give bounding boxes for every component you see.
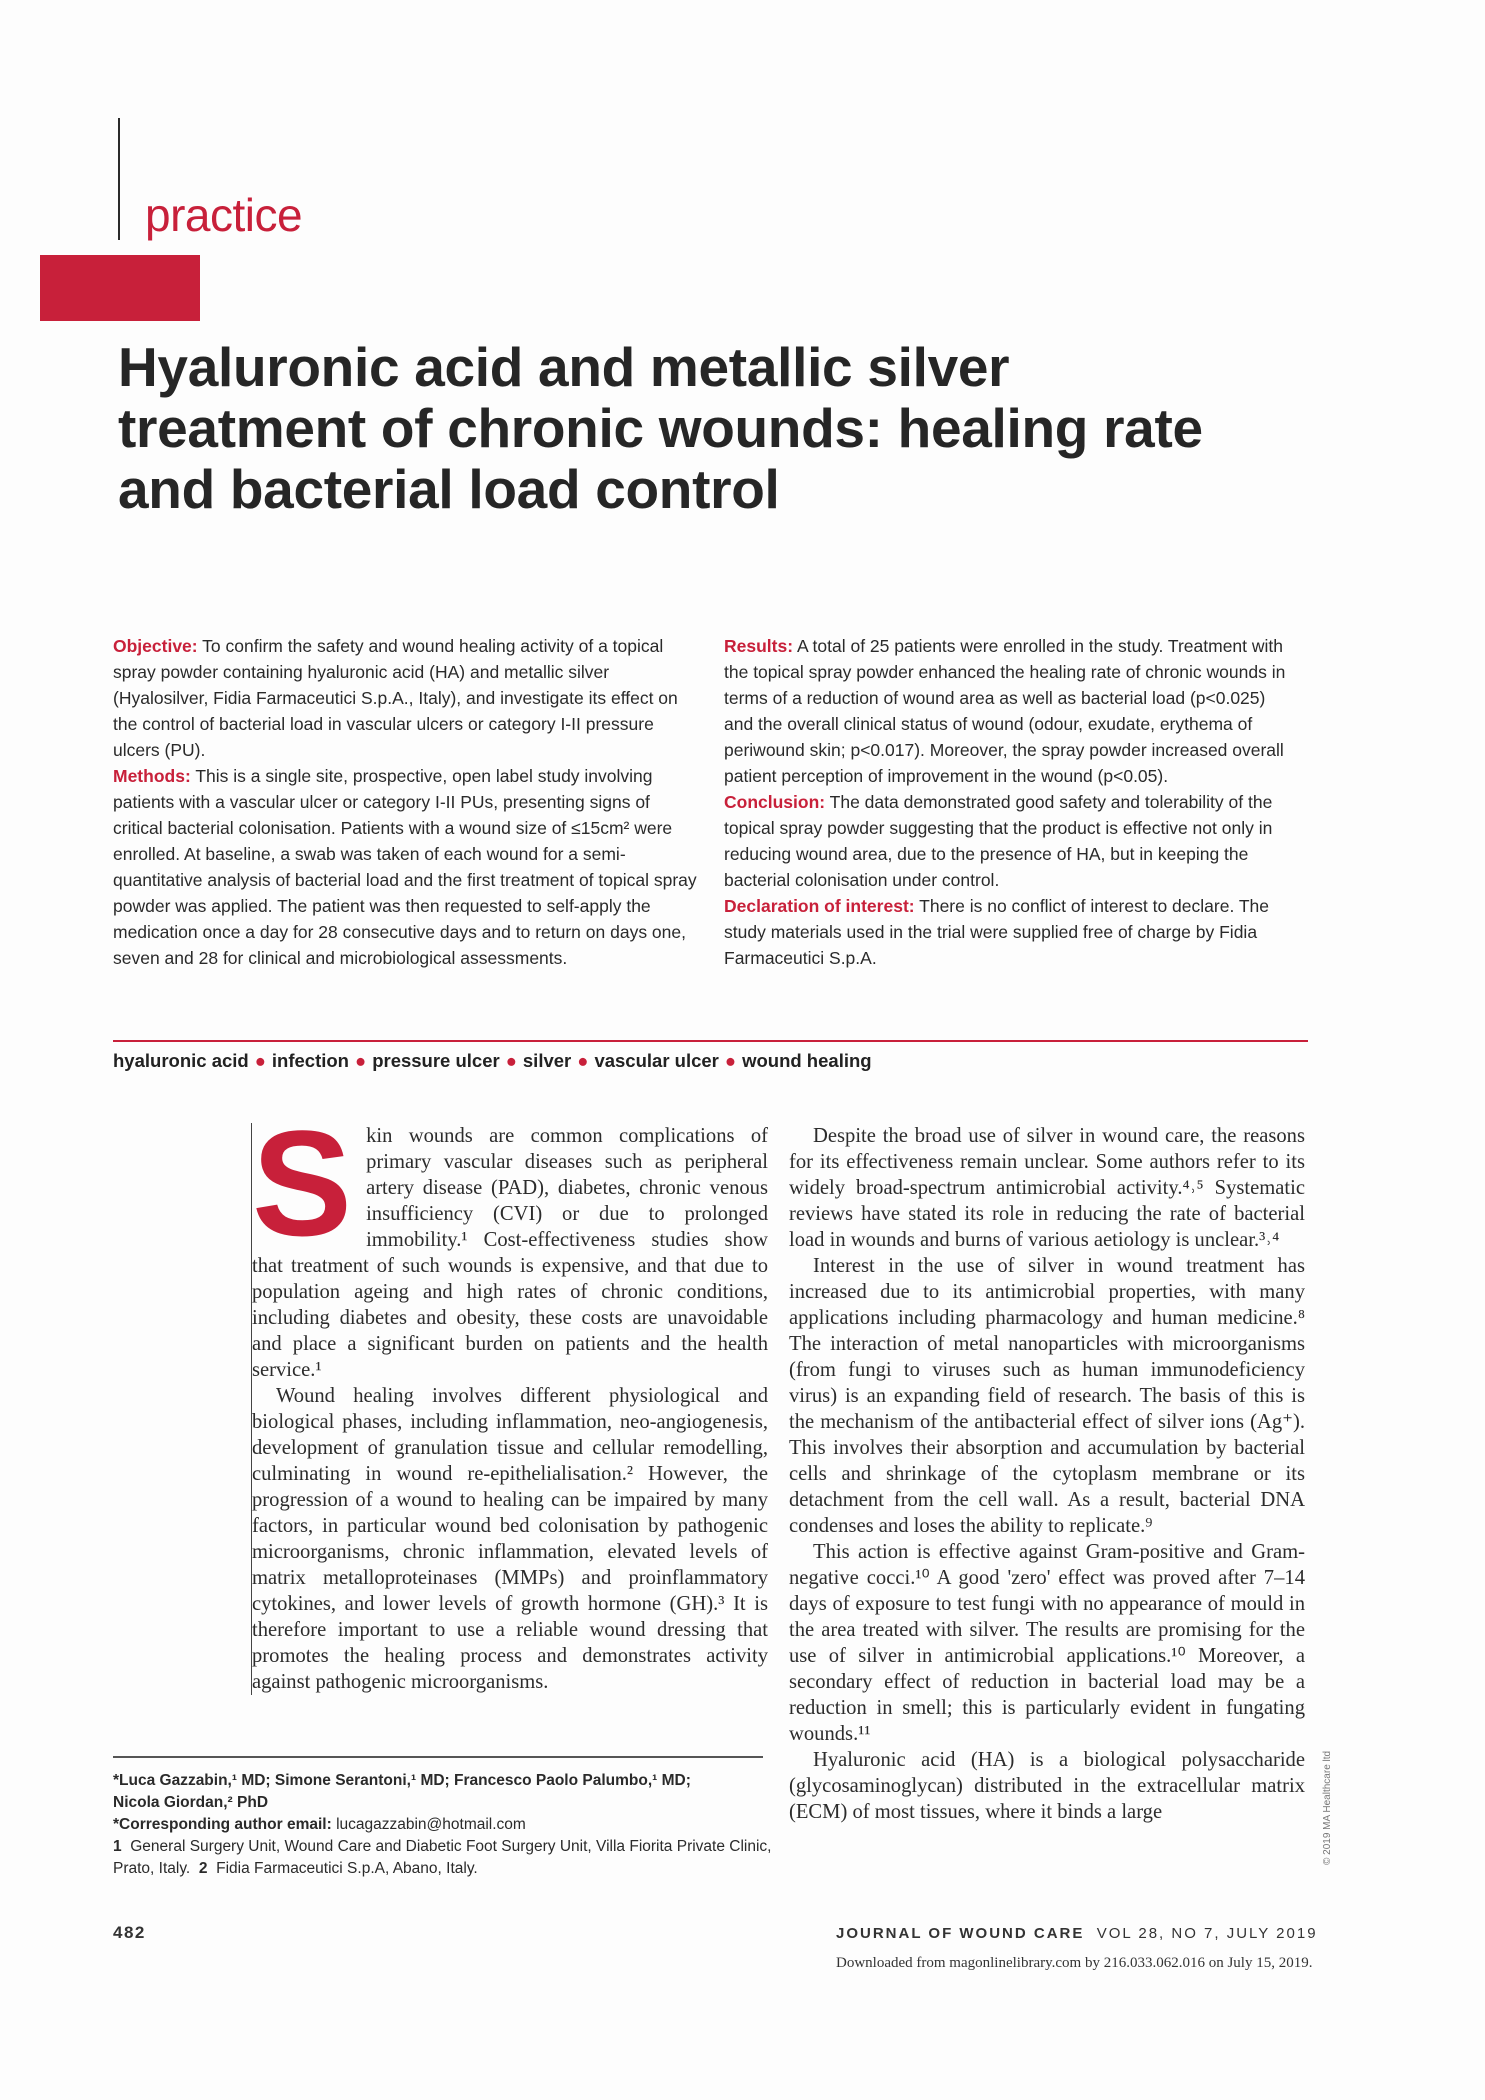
keyword-list <box>113 1050 1303 1072</box>
keyword: pressure ulcer <box>372 1050 500 1071</box>
corresponding-label: *Corresponding author email: <box>113 1816 332 1833</box>
body-paragraph <box>252 1099 768 1383</box>
author-affiliations <box>113 1770 773 1880</box>
drop-cap: S <box>252 1099 353 1267</box>
body-paragraph: This action is effective against Gram-positive and Gram-negative cocci.¹⁰ A good 'zero' effect was proved after 7–14 days of exposure to test fungi with no appearance of mould in the area treated with silver. The results are promising for the use of silver in antimicrobial applications.¹⁰ Moreover, a secondary effect of reduction in bacterial load may be a reduction in smell; this is particularly evident in fungating wounds.¹¹ <box>789 1541 1305 1745</box>
affiliation-number: 1 <box>113 1838 122 1855</box>
abstract-results <box>724 633 1299 789</box>
section-color-block <box>40 255 200 321</box>
body-left-column <box>251 1099 768 1695</box>
affiliation-divider <box>113 1756 763 1758</box>
abstract-objective <box>113 633 697 763</box>
keyword-divider <box>113 1040 1308 1042</box>
keyword-bullet-icon: ● <box>577 1050 589 1071</box>
author-list: *Luca Gazzabin,¹ MD; Simone Serantoni,¹ MD; Francesco Paolo Palumbo,¹ MD; <box>113 1772 691 1789</box>
body-paragraph: Interest in the use of silver in wound treatment has increased due to its antimicrobial properties, with many applications including pharmacology and human medicine.⁸ The interaction of metal nanoparticles with microorganisms (from fungi to viruses such as human immunodeficiency virus) is an expanding field of research. The basis of this is the mechanism of the antibacterial effect of silver ions (Ag⁺). This involves their absorption and accumulation by bacterial cells and shrinkage of the cytoplasm membrane or its detachment from the cell wall. As a result, bacterial DNA condenses and loses the ability to replicate.⁹ <box>789 1255 1305 1537</box>
keyword-bullet-icon: ● <box>724 1050 737 1071</box>
abstract-methods <box>113 763 697 971</box>
affiliation-text: Fidia Farmaceutici S.p.A, Abano, Italy. <box>216 1860 478 1877</box>
objective-heading: Objective: <box>113 636 198 656</box>
article-title: Hyaluronic acid and metallic silver treatment of chronic wounds: healing rate and bacterial load control <box>118 336 1203 520</box>
abstract-declaration <box>724 893 1299 971</box>
keyword: vascular ulcer <box>594 1050 719 1071</box>
author-list: Nicola Giordan,² PhD <box>113 1794 269 1811</box>
body-paragraph: Despite the broad use of silver in wound care, the reasons for its effectiveness remain unclear. Some authors refer to its widely broad-spectrum antimicrobial activity.⁴˒⁵ Systematic reviews have stated its role in reducing the rate of bacterial load in wounds and burns of various aetiology is unclear.³˒⁴ <box>789 1125 1305 1251</box>
declaration-heading: Declaration of interest: <box>724 896 915 916</box>
abstract-right-column <box>724 633 1299 971</box>
methods-heading: Methods: <box>113 766 191 786</box>
keyword: silver <box>522 1050 572 1071</box>
keyword-bullet-icon: ● <box>505 1050 517 1071</box>
abstract-conclusion <box>724 789 1299 893</box>
methods-text: This is a single site, prospective, open label study involving patients with a vascular ulcer or category I-II PUs, presenting signs of critical bacterial colonisation. Patients with a wound size of ≤15cm² were enrolled. At baseline, a swab was taken of each wound for a semi-quantitative analysis of bacterial load and the first treatment of topical spray powder was applied. The patient was then requested to self-apply the medication once a day for 28 consecutive days and to return on days one, seven and 28 for clinical and microbiological assessments. <box>113 766 697 968</box>
abstract-left-column <box>113 633 697 971</box>
body-paragraph: Wound healing involves different physiological and biological phases, including inflammation, neo-angiogenesis, development of granulation tissue and cellular remodelling, culminating in wound re-epithelialisation.² However, the progression of a wound to healing can be impaired by many factors, in particular wound bed colonisation by pathogenic microorganisms, chronic inflammation, elevated levels of matrix metalloproteinases (MMPs) and proinflammatory cytokines, and lower levels of growth hormone (GH).³ It is therefore important to use a reliable wound dressing that promotes the healing process and demonstrates activity against pathogenic microorganisms. <box>252 1385 768 1693</box>
declaration-text: There is no conflict of interest to declare. The study materials used in the trial were supplied free of charge by Fidia Farmaceutici S.p.A. <box>724 896 1270 968</box>
body-paragraph: Hyaluronic acid (HA) is a biological polysaccharide (glycosaminoglycan) distributed in the extracellular matrix (ECM) of most tissues, where it binds a large <box>789 1749 1305 1823</box>
download-note: Downloaded from magonlinelibrary.com by 216.033.062.016 on July 15, 2019. <box>836 1955 1313 1971</box>
keyword: wound healing <box>742 1050 872 1071</box>
results-text: A total of 25 patients were enrolled in the study. Treatment with the topical spray powder enhanced the healing rate of chronic wounds in terms of a reduction of wound area as well as bacterial load (p<0.025) and the overall clinical status of wound (odour, exudate, erythema of periwound skin; p<0.017). Moreover, the spray powder increased overall patient perception of improvement in the wound (p<0.05). <box>724 636 1286 786</box>
journal-issue: VOL 28, NO 7, JULY 2019 <box>1096 1925 1318 1942</box>
keyword-bullet-icon: ● <box>355 1050 367 1071</box>
results-heading: Results: <box>724 636 794 656</box>
keyword-bullet-icon: ● <box>254 1050 266 1071</box>
page-number: 482 <box>113 1923 146 1942</box>
corresponding-email[interactable]: lucagazzabin@hotmail.com <box>336 1816 526 1833</box>
body-paragraph-text: kin wounds are common complications of primary vascular diseases such as peripheral artery disease (PAD), diabetes, chronic venous insufficiency (CVI) or due to prolonged immobility.¹ Cost-effectiveness studies show that treatment of such wounds is expensive, and that due to population ageing and high rates of chronic conditions, including diabetes and obesity, these costs are unavoidable and place a significant burden on patients and the health service.¹ <box>252 1125 768 1381</box>
journal-info <box>836 1925 1318 1942</box>
copyright-notice: © 2019 MA Healthcare ltd <box>1322 1750 1333 1865</box>
conclusion-heading: Conclusion: <box>724 792 826 812</box>
affiliation-1 <box>113 1836 773 1880</box>
keyword: hyaluronic acid <box>113 1050 249 1071</box>
objective-text: To confirm the safety and wound healing activity of a topical spray powder containing hyaluronic acid (HA) and metallic silver (Hyalosilver, Fidia Farmaceutici S.p.A., Italy), and investigate its effect on the control of bacterial load in vascular ulcers or category I-II pressure ulcers (PU). <box>113 636 678 760</box>
keyword: infection <box>271 1050 349 1071</box>
affiliation-number: 2 <box>198 1860 208 1877</box>
conclusion-text: The data demonstrated good safety and tolerability of the topical spray powder suggesting that the product is effective not only in reducing wound area, due to the presence of HA, but in keeping the bacterial colonisation under control. <box>724 792 1273 890</box>
journal-name: JOURNAL OF WOUND CARE <box>836 1925 1085 1942</box>
body-right-column <box>789 1123 1305 1825</box>
section-divider <box>118 118 120 240</box>
section-label: practice <box>145 189 303 241</box>
affiliation-text: General Surgery Unit, Wound Care and Diabetic Foot Surgery Unit, Villa Fiorita Private Clinic, Prato, Italy. <box>113 1838 772 1877</box>
